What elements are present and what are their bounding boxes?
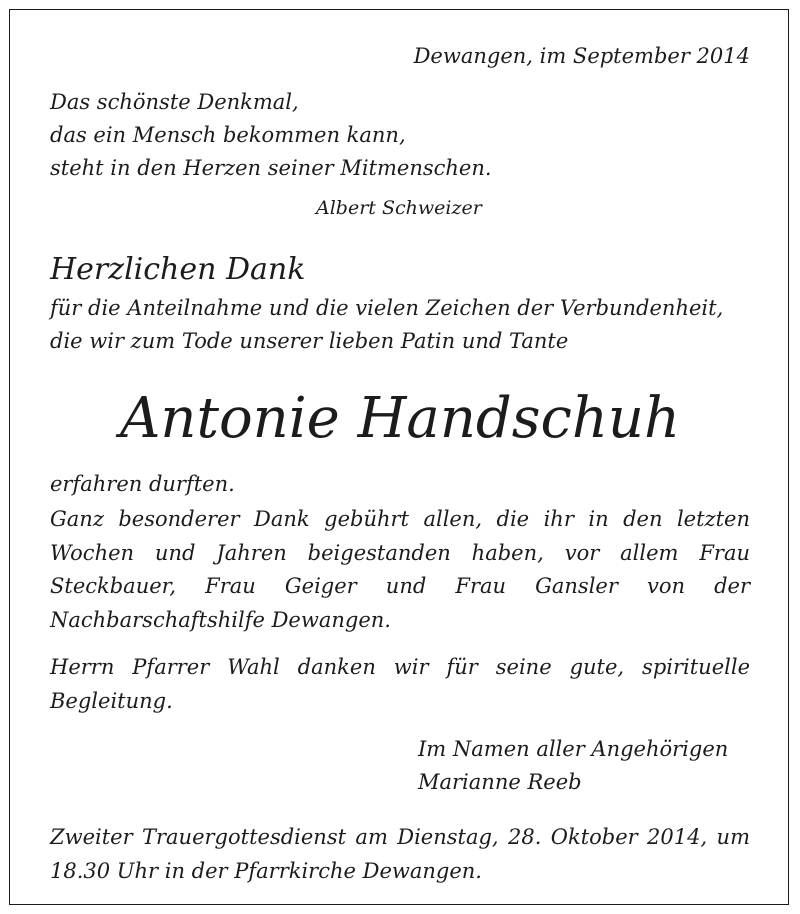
quote-block xyxy=(50,86,492,185)
paragraph-pastor-thanks: Herrn Pfarrer Wahl danken wir für seine gute, spirituelle Begleitung. xyxy=(50,655,750,713)
obituary-card xyxy=(9,9,789,905)
thanks-heading: Herzlichen Dank xyxy=(50,252,306,287)
quote-line: Das schönste Denkmal, xyxy=(50,90,299,114)
quote-author: Albert Schweizer xyxy=(316,197,482,219)
intro-line: die wir zum Tode unserer lieben Patin und Tante xyxy=(50,329,569,353)
signature-line: Im Namen aller Angehörigen xyxy=(418,737,729,761)
quote-line: das ein Mensch bekommen kann, xyxy=(50,123,406,147)
deceased-name: Antonie Handschuh xyxy=(119,386,681,451)
intro-line: für die Anteilnahme und die vielen Zeichen der Verbundenheit, xyxy=(50,296,724,320)
quote-line: steht in den Herzen seiner Mitmenschen. xyxy=(50,156,492,180)
date-line: Dewangen, im September 2014 xyxy=(413,44,750,68)
intro-text xyxy=(50,292,723,358)
paragraph-special-thanks: Ganz besonderer Dank gebührt allen, die ihr in den letzten Wochen und Jahren beigestanden haben, vor allem Frau Steckbauer, Frau Geiger und Frau Gansler von der Nachbarschaftshilfe Dewangen. xyxy=(50,507,750,632)
paragraph-continuation: erfahren durften. xyxy=(50,472,235,496)
service-info: Zweiter Trauergottesdienst am Dienstag, 28. Oktober 2014, um 18.30 Uhr in der Pfarrkirche Dewangen. xyxy=(50,825,750,883)
signature-name: Marianne Reeb xyxy=(418,770,582,794)
signature-block xyxy=(418,733,728,799)
